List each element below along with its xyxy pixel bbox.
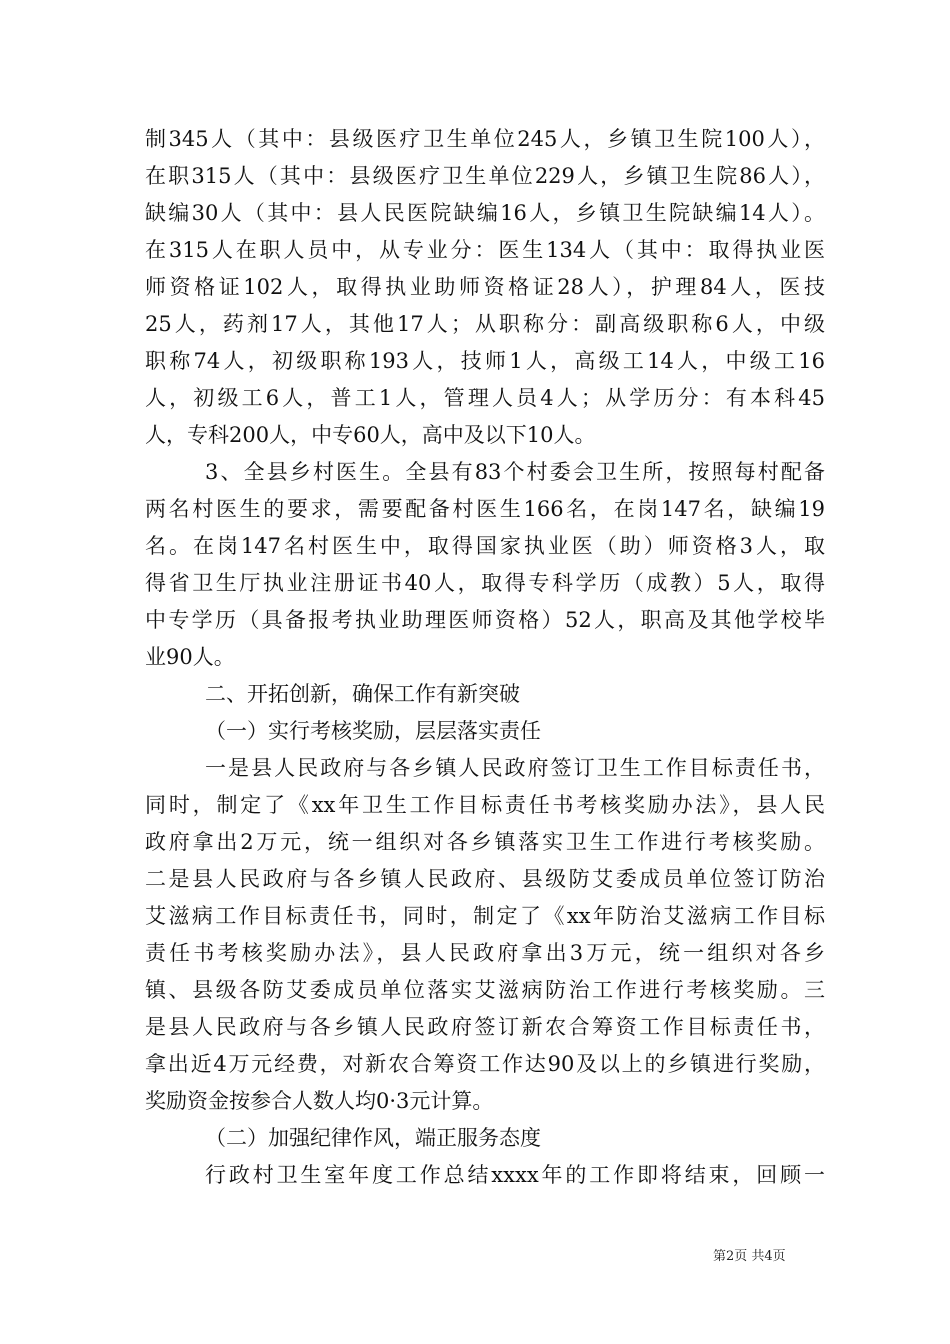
text-line: 两名村医生的要求，需要配备村医生166名，在岗147名，缺编19 — [145, 497, 825, 521]
text-line: 师资格证102人，取得执业助师资格证28人），护理84人，医技 — [145, 275, 825, 299]
text-line: 人，初级工6人，普工1人，管理人员4人；从学历分：有本科45 — [145, 386, 825, 410]
text-line: 25人，药剂17人，其他17人；从职称分：副高级职称6人，中级 — [145, 312, 825, 336]
text-line: 人，专科200人，中专60人，高中及以下10人。 — [145, 423, 596, 447]
text-line: 政府拿出2万元，统一组织对各乡镇落实卫生工作进行考核奖励。 — [145, 830, 825, 854]
text-line: 同时，制定了《xx年卫生工作目标责任书考核奖励办法》，县人民 — [145, 793, 825, 817]
text-line: 行政村卫生室年度工作总结xxxx年的工作即将结束，回顾一 — [205, 1163, 825, 1187]
text-line: 一是县人民政府与各乡镇人民政府签订卫生工作目标责任书， — [205, 756, 825, 780]
text-line: 职称74人，初级职称193人，技师1人，高级工14人，中级工16 — [145, 349, 825, 373]
text-line: 中专学历（具备报考执业助理医师资格）52人，职高及其他学校毕 — [145, 608, 825, 632]
text-line: 在315人在职人员中，从专业分：医生134人（其中：取得执业医 — [145, 238, 825, 262]
subsection-heading: （二）加强纪律作风，端正服务态度 — [205, 1126, 541, 1150]
text-line: 制345人（其中：县级医疗卫生单位245人，乡镇卫生院100人）， — [145, 127, 825, 151]
text-line: 责任书考核奖励办法》，县人民政府拿出3万元，统一组织对各乡 — [145, 941, 825, 965]
document-body — [145, 121, 825, 1194]
text-line: 奖励资金按参合人数人均0·3元计算。 — [145, 1089, 494, 1113]
text-line: 3、全县乡村医生。全县有83个村委会卫生所，按照每村配备 — [205, 460, 825, 484]
text-line: 在职315人（其中：县级医疗卫生单位229人，乡镇卫生院86人）， — [145, 164, 825, 188]
text-line: 是县人民政府与各乡镇人民政府签订新农合筹资工作目标责任书， — [145, 1015, 825, 1039]
text-line: 得省卫生厅执业注册证书40人，取得专科学历（成教）5人，取得 — [145, 571, 825, 595]
text-line: 业90人。 — [145, 645, 235, 669]
section-heading: 二、开拓创新，确保工作有新突破 — [205, 682, 520, 706]
text-line: 镇、县级各防艾委成员单位落实艾滋病防治工作进行考核奖励。三 — [145, 978, 825, 1002]
text-line: 艾滋病工作目标责任书，同时，制定了《xx年防治艾滋病工作目标 — [145, 904, 825, 928]
page-footer: 第2页 共4页 — [713, 1249, 786, 1264]
text-line: 缺编30人（其中：县人民医院缺编16人，乡镇卫生院缺编14人）。 — [145, 201, 825, 225]
text-line: 名。在岗147名村医生中，取得国家执业医（助）师资格3人，取 — [145, 534, 825, 558]
text-line: 拿出近4万元经费，对新农合筹资工作达90及以上的乡镇进行奖励， — [145, 1052, 825, 1076]
text-line: 二是县人民政府与各乡镇人民政府、县级防艾委成员单位签订防治 — [145, 867, 825, 891]
subsection-heading: （一）实行考核奖励，层层落实责任 — [205, 719, 541, 743]
